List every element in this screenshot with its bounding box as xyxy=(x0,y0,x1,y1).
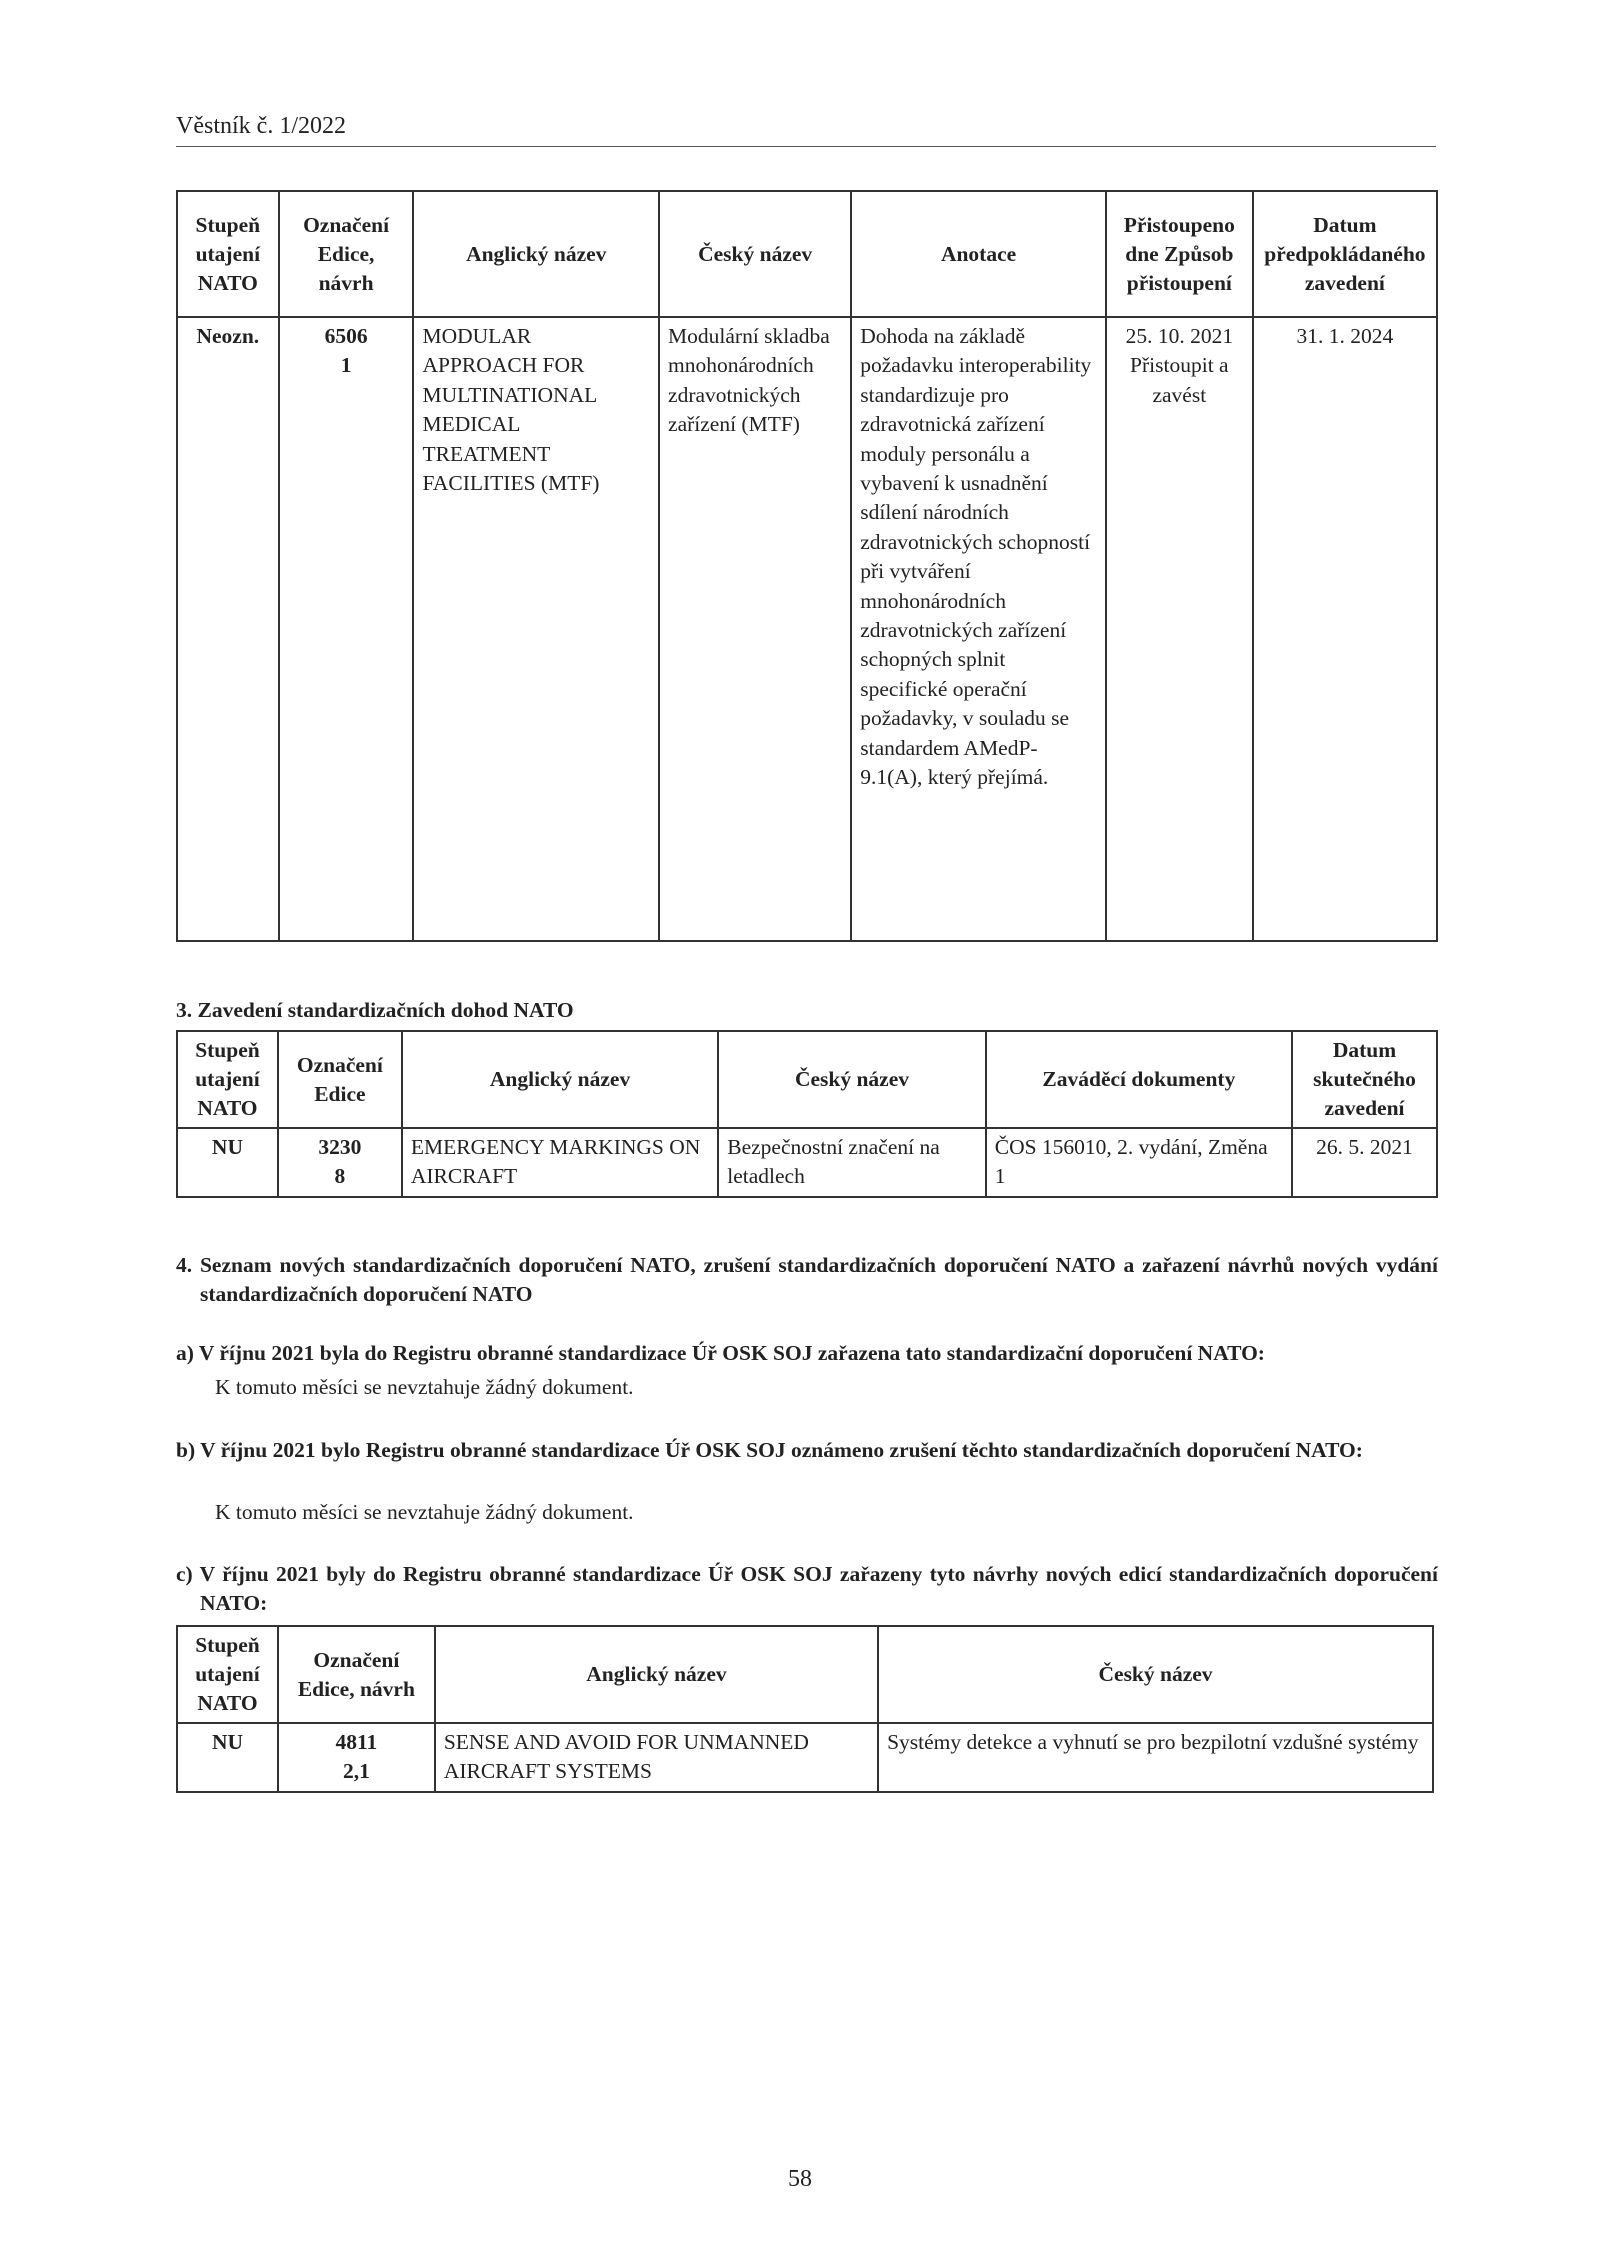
subsection-a-title: a) V říjnu 2021 byla do Registru obranné standardizace Úř OSK SOJ zařazena tato standardizační doporučení NATO: xyxy=(176,1341,1265,1365)
subsection-a-text: K tomuto měsíci se nevztahuje žádný dokument. xyxy=(215,1375,634,1399)
section-3-title: 3. Zavedení standardizačních dohod NATO xyxy=(176,998,574,1022)
col-header-annotation: Anotace xyxy=(851,191,1106,317)
col-header-czech-title: Český název xyxy=(718,1031,986,1128)
col-header-czech-title: Český název xyxy=(659,191,851,317)
classification-cell: NU xyxy=(177,1723,278,1792)
col-header-planned-date: Datum předpokládaného zavedení xyxy=(1253,191,1437,317)
czech-title-cell: Bezpečnostní značení na letadlech xyxy=(718,1128,986,1197)
col-header-actual-date: Datum skutečného zavedení xyxy=(1292,1031,1437,1128)
accession-method: Přistoupit a zavést xyxy=(1130,353,1229,407)
standards-table-3 xyxy=(176,1625,1434,1793)
classification-cell: Neozn. xyxy=(177,317,279,941)
table-row xyxy=(177,317,1437,941)
designation-number: 4811 xyxy=(335,1730,378,1754)
col-header-documents: Zaváděcí dokumenty xyxy=(986,1031,1292,1128)
standards-table-2 xyxy=(176,1030,1438,1198)
col-header-designation: Označení Edice, návrh xyxy=(279,191,414,317)
accession-cell xyxy=(1106,317,1253,941)
col-header-classification: Stupeň utajení NATO xyxy=(177,1626,278,1723)
page-header: Věstník č. 1/2022 xyxy=(176,113,1436,147)
col-header-classification: Stupeň utajení NATO xyxy=(177,1031,278,1128)
section-4-title: 4. Seznam nových standardizačních doporučení NATO, zrušení standardizačních doporučení NATO a zařazení návrhů nových vydání standardizačních doporučení NATO xyxy=(176,1253,1438,1307)
annotation-cell: Dohoda na základě požadavku interoperability standardizuje pro zdravotnická zařízení moduly personálu a vybavení k usnadnění sdílení národních zdravotnických schopností při vytváření mnohonárodních zdravotnických zařízení schopných splnit specifické operační požadavky, v souladu se standardem AMedP-9.1(A), který přejímá. xyxy=(851,317,1106,941)
subsection-c-title: c) V říjnu 2021 byly do Registru obranné standardizace Úř OSK SOJ zařazeny tyto návrhy nových edicí standardizačních doporučení NATO: xyxy=(176,1562,1438,1616)
designation-number: 6506 xyxy=(324,324,368,348)
col-header-english-title: Anglický název xyxy=(435,1626,878,1723)
english-title-cell: SENSE AND AVOID FOR UNMANNED AIRCRAFT SYSTEMS xyxy=(435,1723,878,1792)
documents-cell: ČOS 156010, 2. vydání, Změna 1 xyxy=(986,1128,1292,1197)
czech-title-cell: Modulární skladba mnohonárodních zdravotnických zařízení (MTF) xyxy=(659,317,851,941)
designation-cell xyxy=(278,1723,435,1792)
accession-date: 25. 10. 2021 xyxy=(1125,324,1234,348)
col-header-english-title: Anglický název xyxy=(413,191,659,317)
edition-number: 2,1 xyxy=(342,1759,370,1784)
standards-table-1 xyxy=(176,190,1438,942)
designation-number: 3230 xyxy=(318,1135,362,1159)
table-row xyxy=(177,1723,1433,1792)
czech-title-cell: Systémy detekce a vyhnutí se pro bezpilotní vzdušné systémy xyxy=(878,1723,1433,1792)
subsection-b-text: K tomuto měsíci se nevztahuje žádný dokument. xyxy=(215,1500,634,1524)
col-header-accession: Přistoupeno dne Způsob přistoupení xyxy=(1106,191,1253,317)
classification-cell: NU xyxy=(177,1128,278,1197)
page-number: 58 xyxy=(788,2166,812,2192)
col-header-designation: Označení Edice xyxy=(278,1031,402,1128)
col-header-designation: Označení Edice, návrh xyxy=(278,1626,435,1723)
english-title-cell: EMERGENCY MARKINGS ON AIRCRAFT xyxy=(402,1128,718,1197)
col-header-english-title: Anglický název xyxy=(402,1031,718,1128)
subsection-b-title: b) V říjnu 2021 bylo Registru obranné standardizace Úř OSK SOJ oznámeno zrušení těchto standardizačních doporučení NATO: xyxy=(176,1438,1363,1462)
edition-number: 8 xyxy=(334,1164,346,1189)
table-row xyxy=(177,1128,1437,1197)
edition-number: 1 xyxy=(340,353,352,378)
col-header-czech-title: Český název xyxy=(878,1626,1433,1723)
english-title-cell: MODULAR APPROACH FOR MULTINATIONAL MEDICAL TREATMENT FACILITIES (MTF) xyxy=(413,317,659,941)
col-header-classification: Stupeň utajení NATO xyxy=(177,191,279,317)
designation-cell xyxy=(278,1128,402,1197)
actual-date-cell: 26. 5. 2021 xyxy=(1292,1128,1437,1197)
planned-date-cell: 31. 1. 2024 xyxy=(1253,317,1437,941)
designation-cell xyxy=(279,317,414,941)
